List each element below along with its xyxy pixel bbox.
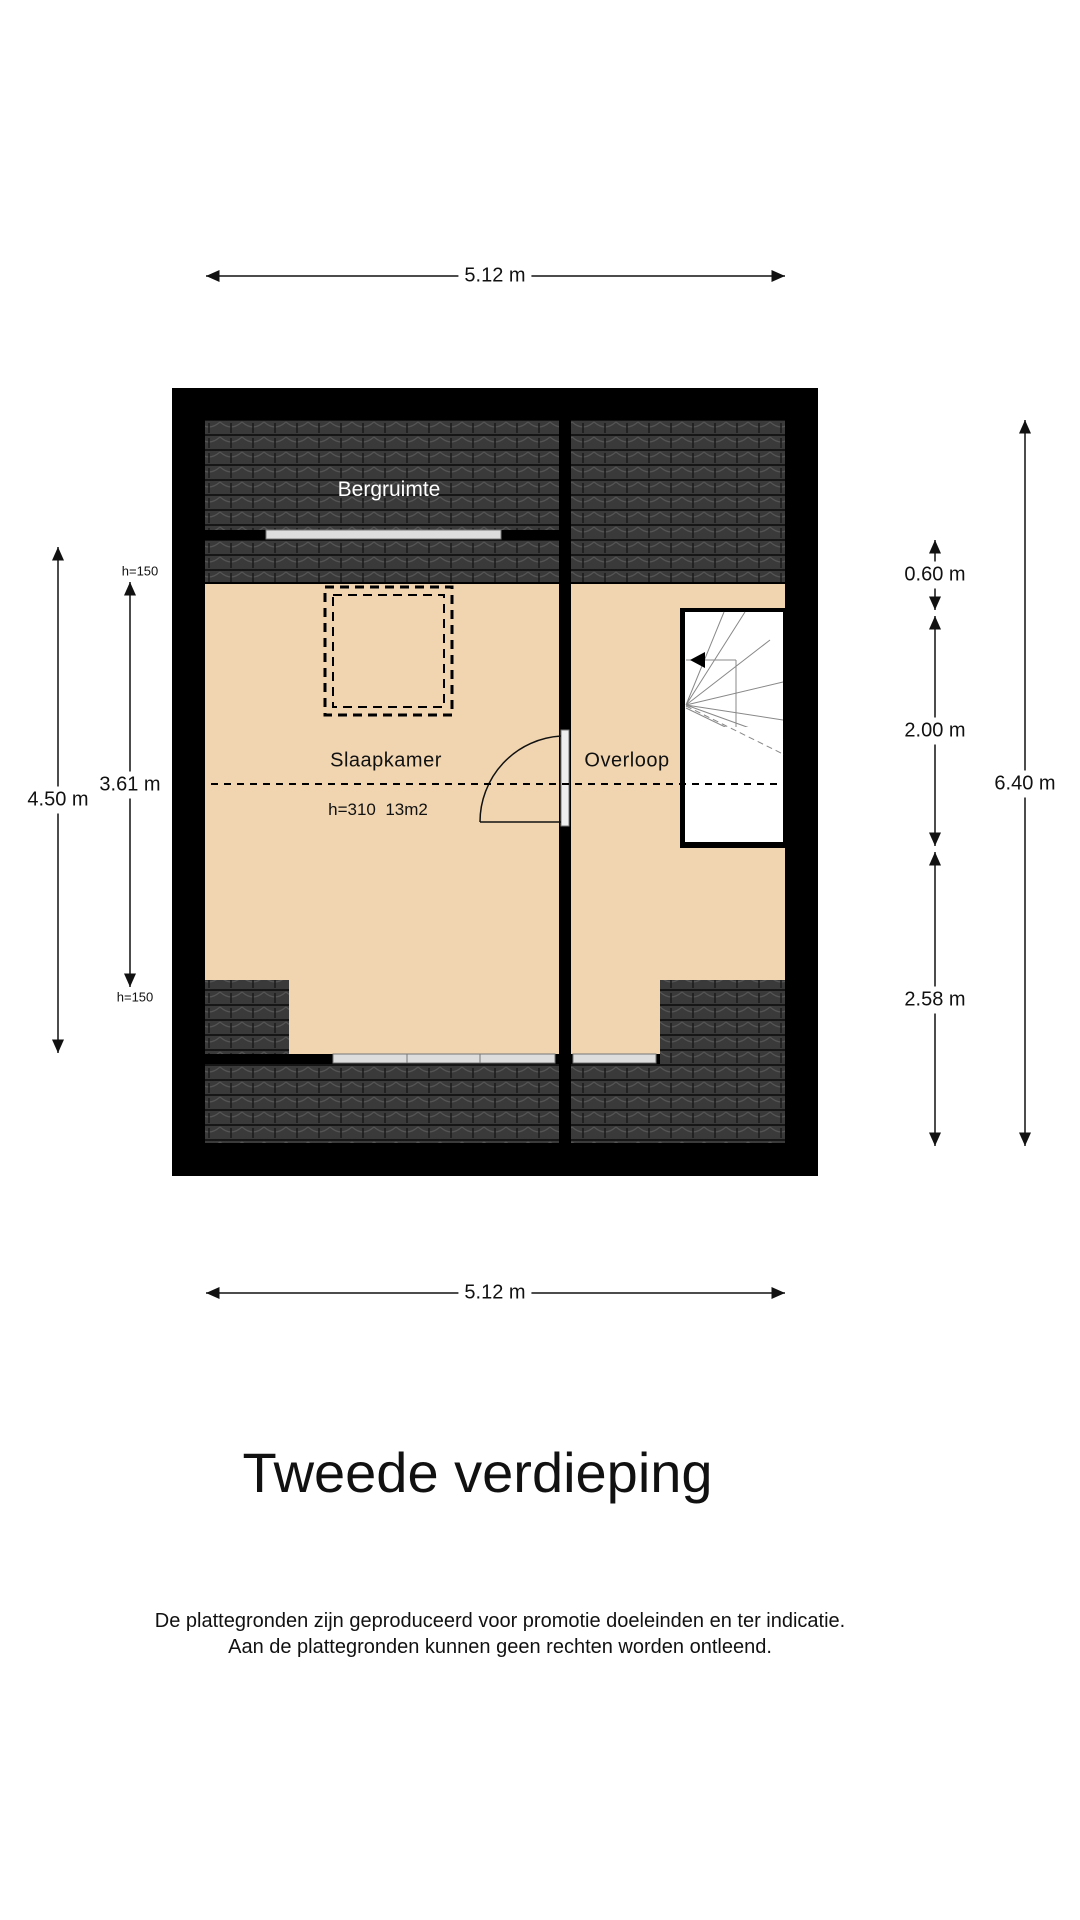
bottom-window-left xyxy=(333,1054,555,1063)
roof-tiles-left-block xyxy=(205,980,289,1055)
disclaimer-line-1: De plattegronden zijn geproduceerd voor promotie doeleinden en ter indicatie. xyxy=(154,1610,846,1632)
height-top-label: h=150 xyxy=(121,563,159,579)
dim-top-label: 5.12 m xyxy=(458,265,531,288)
floor-title: Tweede verdieping xyxy=(242,1441,713,1504)
room-slaapkamer-info: h=310 13m2 xyxy=(328,800,428,819)
room-overloop-label: Overloop xyxy=(584,749,670,772)
roof-tiles-top-right xyxy=(571,420,785,582)
dim-bottom-label: 5.12 m xyxy=(458,1282,531,1305)
dim-right-b-label: 2.00 m xyxy=(904,718,965,745)
storage-window xyxy=(266,530,501,539)
dim-left-inner-label: 3.61 m xyxy=(99,772,160,799)
dim-right-a-label: 0.60 m xyxy=(904,562,965,589)
door-frame xyxy=(561,730,569,826)
disclaimer-line-2: Aan de plattegronden kunnen geen rechten worden ontleend. xyxy=(228,1636,772,1658)
roof-tiles-right-block xyxy=(660,980,785,1062)
roof-tiles-bottom-right xyxy=(571,1062,785,1143)
roof-tiles-bottom-left xyxy=(205,1062,559,1143)
dim-left-outer-label: 4.50 m xyxy=(27,787,88,814)
room-slaapkamer-label: Slaapkamer xyxy=(330,749,442,772)
dim-right-total-label: 6.40 m xyxy=(994,771,1055,798)
disclaimer xyxy=(0,1608,1000,1660)
room-bergruimte-label: Bergruimte xyxy=(337,478,441,501)
height-bottom-label: h=150 xyxy=(116,989,154,1005)
bottom-window-right xyxy=(573,1054,656,1063)
dim-right-c-label: 2.58 m xyxy=(904,987,965,1014)
